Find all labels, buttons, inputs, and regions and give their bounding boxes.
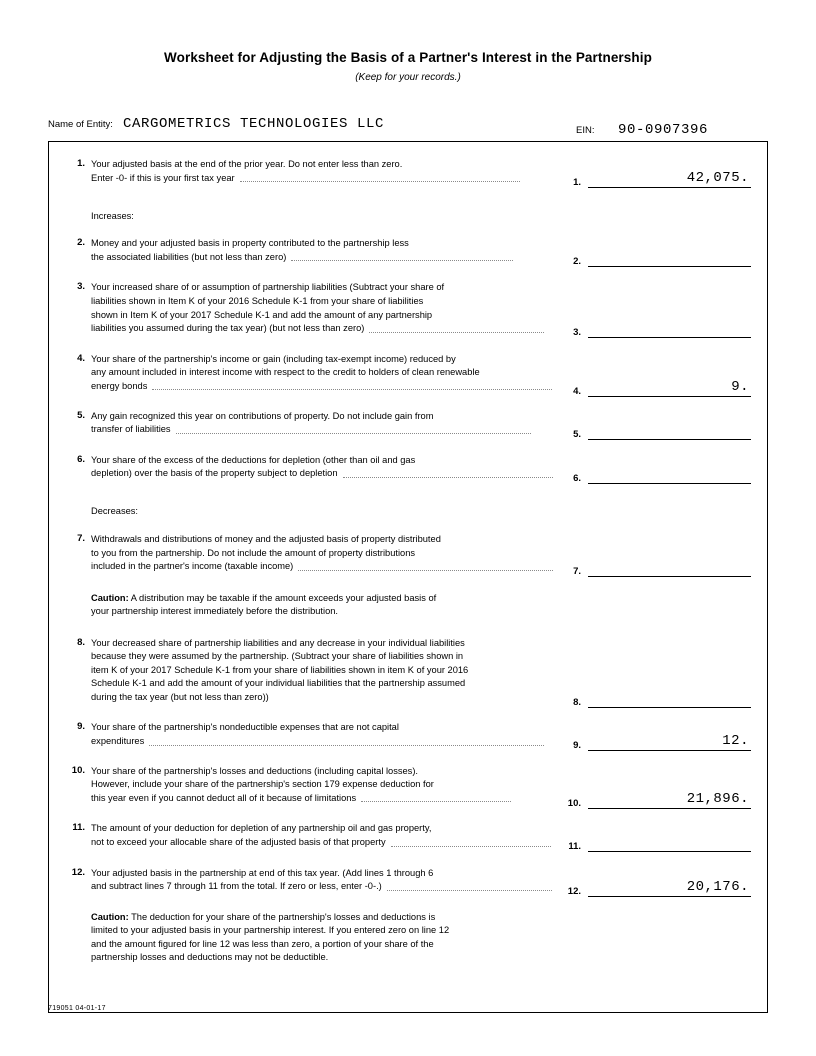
line-text-row: expenditures — [91, 735, 611, 749]
caution-text-row: limited to your adjusted basis in your partnership interest. If you entered zero on line 12 — [91, 925, 450, 936]
amount-field-8 — [561, 692, 751, 708]
worksheet-line-9 — [65, 721, 751, 752]
worksheet-line-5 — [65, 409, 751, 440]
leader-dots — [298, 563, 553, 571]
line-number: 6. — [77, 453, 85, 465]
line-text-row: and subtract lines 7 through 11 from the total. If zero or less, enter -0-.) — [91, 880, 611, 894]
amount-line-number: 7. — [573, 565, 581, 577]
caution-label: Caution: — [91, 911, 129, 922]
line-text-row: Your share of the partnership's losses and deductions (including capital losses). — [91, 765, 419, 776]
amount-rule[interactable] — [588, 878, 751, 897]
line-text-row: Your increased share of or assumption of partnership liabilities (Subtract your share of — [91, 282, 445, 293]
entity-name-value: CARGOMETRICS TECHNOLOGIES LLC — [122, 116, 384, 132]
line-number: 11. — [72, 822, 85, 834]
amount-line-number: 4. — [573, 385, 581, 397]
amount-rule[interactable] — [588, 424, 751, 440]
line-number: 4. — [77, 352, 85, 364]
worksheet-line-11 — [65, 822, 751, 853]
amount-rule[interactable] — [588, 468, 751, 484]
caution-text-row: your partnership interest immediately before the distribution. — [91, 606, 339, 617]
leader-dots — [361, 794, 511, 802]
line-text — [91, 637, 611, 705]
line-text — [91, 353, 611, 394]
worksheet-line-6 — [65, 453, 751, 484]
amount-value: 21,896. — [686, 790, 749, 807]
line-number: 10. — [71, 764, 85, 776]
worksheet-line-7 — [65, 532, 751, 577]
line-text — [91, 237, 611, 264]
amount-line-number: 11. — [568, 841, 581, 853]
line-text-row: Money and your adjusted basis in property contributed to the partnership less — [91, 238, 409, 249]
amount-field-6 — [561, 468, 751, 484]
line-text-row: The amount of your deduction for depletion of any partnership oil and gas property, — [91, 823, 432, 834]
entity-header — [48, 116, 768, 138]
amount-line-number: 12. — [567, 885, 581, 897]
amount-rule[interactable] — [588, 172, 751, 188]
line-text — [91, 765, 611, 806]
line-text — [91, 822, 611, 849]
leader-dots — [240, 174, 520, 182]
amount-value: 9. — [731, 378, 749, 395]
amount-value: 12. — [722, 733, 749, 750]
leader-dots — [343, 470, 553, 478]
line-text — [91, 867, 611, 894]
leader-dots — [387, 883, 552, 891]
line-text-row: Schedule K-1 and add the amount of your individual liabilities that the partnership assumed — [91, 678, 466, 689]
amount-field-11 — [561, 836, 751, 852]
amount-field-3 — [561, 322, 751, 338]
line-text — [91, 410, 611, 437]
line-text-row: item K of your 2017 Schedule K-1 from your share of liabilities shown in item K of your 2016 — [91, 664, 469, 675]
amount-value: 20,176. — [686, 878, 749, 895]
page-title: Worksheet for Adjusting the Basis of a Partner's Interest in the Partnership — [164, 50, 652, 65]
amount-rule[interactable] — [588, 836, 751, 852]
line-text-row: depletion) over the basis of the property subject to depletion — [91, 467, 611, 481]
line-text-row: shown in Item K of your 2017 Schedule K-1 and add the amount of any partnership — [91, 309, 433, 320]
line-text-row: liabilities you assumed during the tax year) (but not less than zero) — [91, 322, 611, 336]
leader-dots — [291, 253, 513, 261]
increases-label: Increases: — [91, 211, 134, 222]
line-text-row: not to exceed your allocable share of the adjusted basis of that property — [91, 836, 611, 850]
decreases-label: Decreases: — [91, 505, 139, 516]
line-number: 3. — [77, 281, 85, 293]
line-text-row: because they were assumed by the partnership. (Subtract your share of liabilities shown in — [91, 651, 464, 662]
amount-line-number: 2. — [573, 256, 581, 268]
line-text-row: Your share of the partnership's income or gain (including tax-exempt income) reduced by — [91, 353, 456, 364]
leader-dots — [152, 382, 552, 390]
line-text-row: However, include your share of the partnership's section 179 expense deduction for — [91, 779, 434, 790]
line-text-row: this year even if you cannot deduct all of it because of limitations — [91, 792, 611, 806]
worksheet-body — [48, 141, 768, 1013]
amount-rule[interactable] — [588, 251, 751, 267]
line-text-row: Withdrawals and distributions of money and the adjusted basis of property distributed — [91, 533, 441, 544]
amount-field-9 — [561, 735, 751, 751]
amount-line-number: 5. — [573, 428, 581, 440]
line-text — [91, 721, 611, 748]
line-text-row: liabilities shown in Item K of your 2016 Schedule K-1 from your share of liabilities — [91, 295, 424, 306]
worksheet-line-4 — [65, 352, 751, 397]
line-text-row: Your decreased share of partnership liabilities and any decrease in your individual liabilities — [91, 637, 465, 648]
leader-dots — [176, 426, 531, 434]
caution-text-row: partnership losses and deductions may not be deductible. — [91, 952, 329, 963]
leader-dots — [369, 325, 544, 333]
form-footer-code: 719051 04-01-17 — [48, 1005, 106, 1012]
amount-field-12 — [561, 878, 751, 897]
line-number: 7. — [77, 532, 85, 544]
amount-field-2 — [561, 251, 751, 267]
entity-label: Name of Entity: — [48, 119, 113, 130]
line-number: 5. — [77, 409, 85, 421]
line-text-row: included in the partner's income (taxable income) — [91, 560, 611, 574]
worksheet-line-1 — [65, 158, 751, 188]
caution-label: Caution: — [91, 592, 129, 603]
line-text-row: Your adjusted basis in the partnership at end of this tax year. (Add lines 1 through 6 — [91, 867, 434, 878]
line-text — [91, 158, 611, 185]
amount-line-number: 9. — [573, 740, 581, 752]
amount-rule[interactable] — [588, 322, 751, 338]
caution-text-row: Caution: A distribution may be taxable if the amount exceeds your adjusted basis of — [91, 592, 437, 603]
line-text-row: during the tax year (but not less than zero)) — [91, 691, 269, 702]
caution-text-row: and the amount figured for line 12 was less than zero, a portion of your share of the — [91, 938, 434, 949]
line-text — [91, 533, 611, 574]
worksheet-line-10 — [65, 764, 751, 809]
amount-line-number: 1. — [573, 177, 581, 188]
worksheet-line-3 — [65, 281, 751, 339]
line-text-row: to you from the partnership. Do not include the amount of property distributions — [91, 547, 416, 558]
caution-deduction — [91, 911, 611, 965]
amount-rule[interactable] — [588, 692, 751, 708]
amount-value: 42,075. — [686, 170, 749, 186]
line-text-row: Any gain recognized this year on contributions of property. Do not include gain from — [91, 410, 434, 421]
amount-rule[interactable] — [588, 378, 751, 397]
ein-value: 90-0907396 — [618, 122, 709, 138]
amount-line-number: 10. — [567, 797, 581, 809]
line-text-row: Enter -0- if this is your first tax year — [91, 172, 611, 186]
leader-dots — [149, 738, 544, 746]
line-number: 2. — [77, 237, 85, 249]
line-text-row: any amount included in interest income with respect to the credit to holders of clean renewable — [91, 367, 480, 378]
amount-field-5 — [561, 424, 751, 440]
caution-distribution — [91, 592, 611, 619]
worksheet-line-12 — [65, 866, 751, 897]
worksheet-line-8 — [65, 636, 751, 708]
amount-field-7 — [561, 561, 751, 577]
line-text-row: transfer of liabilities — [91, 423, 611, 437]
amount-line-number: 8. — [573, 696, 581, 708]
line-text — [91, 281, 611, 335]
line-number: 1. — [77, 158, 85, 169]
amount-line-number: 3. — [573, 327, 581, 339]
leader-dots — [391, 839, 551, 847]
line-text — [91, 454, 611, 481]
amount-field-10 — [561, 790, 751, 809]
line-text-row: Your adjusted basis at the end of the prior year. Do not enter less than zero. — [91, 159, 403, 169]
caution-text-row: Caution: The deduction for your share of the partnership's losses and deductions is — [91, 911, 436, 922]
line-text-row: energy bonds — [91, 380, 611, 394]
ein-label: EIN: — [576, 125, 595, 136]
worksheet-line-2 — [65, 237, 751, 268]
amount-field-4 — [561, 378, 751, 397]
line-text-row: Your share of the excess of the deductions for depletion (other than oil and gas — [91, 454, 416, 465]
amount-field-1 — [561, 172, 751, 188]
line-text-row: Your share of the partnership's nondeductible expenses that are not capital — [91, 722, 399, 733]
page-subtitle: (Keep for your records.) — [355, 72, 461, 83]
amount-rule[interactable] — [588, 735, 751, 751]
amount-rule[interactable] — [588, 561, 751, 577]
line-number: 9. — [77, 721, 85, 733]
amount-line-number: 6. — [573, 472, 581, 484]
line-number: 8. — [77, 636, 85, 648]
line-number: 12. — [71, 866, 85, 878]
line-text-row: the associated liabilities (but not less than zero) — [91, 251, 611, 265]
amount-rule[interactable] — [588, 790, 751, 809]
